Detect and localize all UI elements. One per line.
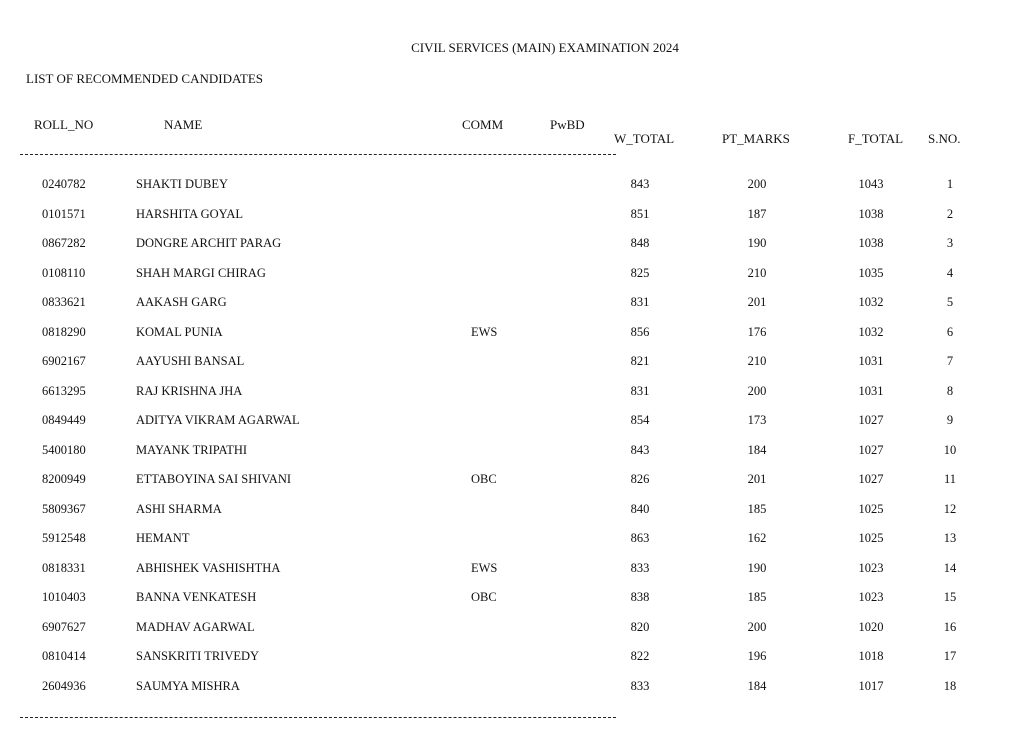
cell-name: RAJ KRISHNA JHA bbox=[136, 383, 243, 398]
cell-sno: 7 bbox=[946, 354, 954, 368]
cell-pt-marks: 200 bbox=[747, 383, 767, 398]
cell-roll-no: 0108110 bbox=[42, 265, 86, 280]
cell-sno: 18 bbox=[943, 678, 957, 693]
cell-pt-marks: 184 bbox=[747, 678, 767, 693]
cell-sno: 12 bbox=[943, 501, 957, 516]
cell-comm: OBC bbox=[471, 472, 497, 486]
cell-name: SANSKRITI TRIVEDY bbox=[136, 649, 260, 663]
document-subtitle: LIST OF RECOMMENDED CANDIDATES bbox=[26, 71, 264, 86]
cell-pt-marks: 184 bbox=[747, 442, 767, 457]
cell-f-total: 1017 bbox=[858, 678, 884, 693]
cell-w-total: 863 bbox=[630, 531, 650, 545]
cell-name: HEMANT bbox=[136, 531, 190, 545]
table-row bbox=[0, 649, 1024, 665]
cell-name: SHAH MARGI CHIRAG bbox=[136, 265, 266, 280]
cell-name: AAYUSHI BANSAL bbox=[136, 354, 245, 368]
cell-comm: EWS bbox=[471, 560, 498, 575]
cell-f-total: 1038 bbox=[858, 206, 884, 221]
table-row bbox=[0, 266, 1024, 282]
cell-w-total: 822 bbox=[630, 649, 650, 663]
cell-sno: 14 bbox=[943, 560, 957, 575]
cell-pt-marks: 200 bbox=[747, 177, 767, 191]
table-row bbox=[0, 354, 1024, 370]
cell-roll-no: 0101571 bbox=[42, 206, 86, 221]
cell-f-total: 1043 bbox=[858, 177, 884, 191]
cell-pt-marks: 200 bbox=[747, 619, 767, 634]
cell-sno: 11 bbox=[943, 472, 957, 486]
cell-f-total: 1032 bbox=[858, 295, 884, 309]
cell-f-total: 1025 bbox=[858, 501, 884, 516]
cell-w-total: 833 bbox=[630, 560, 650, 575]
cell-pt-marks: 173 bbox=[747, 413, 767, 427]
cell-f-total: 1027 bbox=[858, 442, 884, 457]
cell-sno: 3 bbox=[946, 236, 954, 250]
cell-name: SAUMYA MISHRA bbox=[136, 678, 240, 693]
cell-w-total: 840 bbox=[630, 501, 650, 516]
cell-w-total: 838 bbox=[630, 590, 650, 604]
cell-name: ASHI SHARMA bbox=[136, 501, 222, 516]
header-divider bbox=[20, 154, 616, 155]
cell-roll-no: 6613295 bbox=[42, 383, 86, 398]
cell-pt-marks: 185 bbox=[747, 501, 767, 516]
cell-w-total: 831 bbox=[630, 383, 650, 398]
cell-name: DONGRE ARCHIT PARAG bbox=[136, 236, 282, 250]
header-pwbd: PwBD bbox=[550, 117, 585, 132]
cell-sno: 1 bbox=[946, 177, 954, 191]
table-row bbox=[0, 443, 1024, 459]
cell-sno: 13 bbox=[943, 531, 957, 545]
cell-roll-no: 5912548 bbox=[42, 531, 86, 545]
cell-roll-no: 0867282 bbox=[42, 236, 86, 250]
table-row bbox=[0, 413, 1024, 429]
cell-sno: 9 bbox=[946, 413, 954, 427]
cell-w-total: 821 bbox=[630, 354, 650, 368]
cell-roll-no: 2604936 bbox=[42, 678, 86, 693]
cell-comm: OBC bbox=[471, 590, 497, 604]
table-row bbox=[0, 561, 1024, 577]
table-row bbox=[0, 620, 1024, 636]
header-f-total: F_TOTAL bbox=[848, 131, 904, 146]
cell-name: HARSHITA GOYAL bbox=[136, 206, 243, 221]
cell-w-total: 820 bbox=[630, 619, 650, 634]
cell-pt-marks: 190 bbox=[747, 560, 767, 575]
cell-w-total: 851 bbox=[630, 206, 650, 221]
cell-f-total: 1020 bbox=[858, 619, 884, 634]
cell-name: KOMAL PUNIA bbox=[136, 324, 223, 339]
cell-pt-marks: 196 bbox=[747, 649, 767, 663]
header-pt-marks: PT_MARKS bbox=[722, 131, 790, 146]
cell-w-total: 826 bbox=[630, 472, 650, 486]
cell-roll-no: 5809367 bbox=[42, 501, 86, 516]
cell-f-total: 1023 bbox=[858, 560, 884, 575]
table-row bbox=[0, 531, 1024, 547]
header-w-total: W_TOTAL bbox=[614, 131, 675, 146]
cell-name: MAYANK TRIPATHI bbox=[136, 442, 248, 457]
header-roll-no: ROLL_NO bbox=[34, 117, 94, 132]
cell-roll-no: 6907627 bbox=[42, 619, 86, 634]
footer-divider bbox=[20, 717, 616, 718]
cell-name: ADITYA VIKRAM AGARWAL bbox=[136, 413, 300, 427]
cell-roll-no: 0810414 bbox=[42, 649, 86, 663]
cell-name: ETTABOYINA SAI SHIVANI bbox=[136, 472, 292, 486]
cell-w-total: 848 bbox=[630, 236, 650, 250]
header-comm: COMM bbox=[462, 117, 504, 132]
cell-pt-marks: 201 bbox=[747, 472, 767, 486]
cell-roll-no: 0818331 bbox=[42, 560, 86, 575]
cell-w-total: 831 bbox=[630, 295, 650, 309]
cell-sno: 15 bbox=[943, 590, 957, 604]
cell-name: BANNA VENKATESH bbox=[136, 590, 257, 604]
cell-roll-no: 5400180 bbox=[42, 442, 86, 457]
cell-pt-marks: 210 bbox=[747, 354, 767, 368]
cell-w-total: 856 bbox=[630, 324, 650, 339]
cell-sno: 16 bbox=[943, 619, 957, 634]
cell-sno: 6 bbox=[946, 324, 954, 339]
cell-sno: 4 bbox=[946, 265, 954, 280]
table-row bbox=[0, 502, 1024, 518]
cell-roll-no: 8200949 bbox=[42, 472, 86, 486]
cell-f-total: 1027 bbox=[858, 472, 884, 486]
cell-f-total: 1027 bbox=[858, 413, 884, 427]
cell-name: ABHISHEK VASHISHTHA bbox=[136, 560, 281, 575]
cell-name: AAKASH GARG bbox=[136, 295, 227, 309]
table-row bbox=[0, 384, 1024, 400]
cell-pt-marks: 185 bbox=[747, 590, 767, 604]
table-row bbox=[0, 679, 1024, 695]
cell-f-total: 1018 bbox=[858, 649, 884, 663]
cell-roll-no: 0818290 bbox=[42, 324, 86, 339]
table-row bbox=[0, 590, 1024, 606]
cell-sno: 10 bbox=[943, 442, 957, 457]
cell-sno: 5 bbox=[946, 295, 954, 309]
cell-w-total: 843 bbox=[630, 177, 650, 191]
cell-comm: EWS bbox=[471, 324, 498, 339]
table-row bbox=[0, 236, 1024, 252]
cell-pt-marks: 190 bbox=[747, 236, 767, 250]
header-name: NAME bbox=[164, 117, 203, 132]
cell-roll-no: 0833621 bbox=[42, 295, 86, 309]
cell-pt-marks: 210 bbox=[747, 265, 767, 280]
table-row bbox=[0, 472, 1024, 488]
cell-f-total: 1031 bbox=[858, 354, 884, 368]
cell-sno: 8 bbox=[946, 383, 954, 398]
cell-w-total: 843 bbox=[630, 442, 650, 457]
table-row bbox=[0, 325, 1024, 341]
cell-pt-marks: 176 bbox=[747, 324, 767, 339]
cell-w-total: 833 bbox=[630, 678, 650, 693]
cell-f-total: 1038 bbox=[858, 236, 884, 250]
cell-roll-no: 1010403 bbox=[42, 590, 86, 604]
header-sno: S.NO. bbox=[928, 131, 961, 146]
cell-sno: 17 bbox=[943, 649, 957, 663]
table-row bbox=[0, 207, 1024, 223]
cell-f-total: 1025 bbox=[858, 531, 884, 545]
table-row bbox=[0, 177, 1024, 193]
cell-sno: 2 bbox=[946, 206, 954, 221]
cell-roll-no: 0849449 bbox=[42, 413, 86, 427]
cell-roll-no: 0240782 bbox=[42, 177, 86, 191]
table-row bbox=[0, 295, 1024, 311]
cell-f-total: 1032 bbox=[858, 324, 884, 339]
cell-f-total: 1023 bbox=[858, 590, 884, 604]
cell-f-total: 1035 bbox=[858, 265, 884, 280]
document-title: CIVIL SERVICES (MAIN) EXAMINATION 2024 bbox=[411, 40, 679, 55]
cell-name: MADHAV AGARWAL bbox=[136, 619, 255, 634]
cell-pt-marks: 162 bbox=[747, 531, 767, 545]
cell-w-total: 854 bbox=[630, 413, 650, 427]
cell-f-total: 1031 bbox=[858, 383, 884, 398]
cell-w-total: 825 bbox=[630, 265, 650, 280]
cell-name: SHAKTI DUBEY bbox=[136, 177, 229, 191]
cell-pt-marks: 187 bbox=[747, 206, 767, 221]
cell-roll-no: 6902167 bbox=[42, 354, 86, 368]
cell-pt-marks: 201 bbox=[747, 295, 767, 309]
